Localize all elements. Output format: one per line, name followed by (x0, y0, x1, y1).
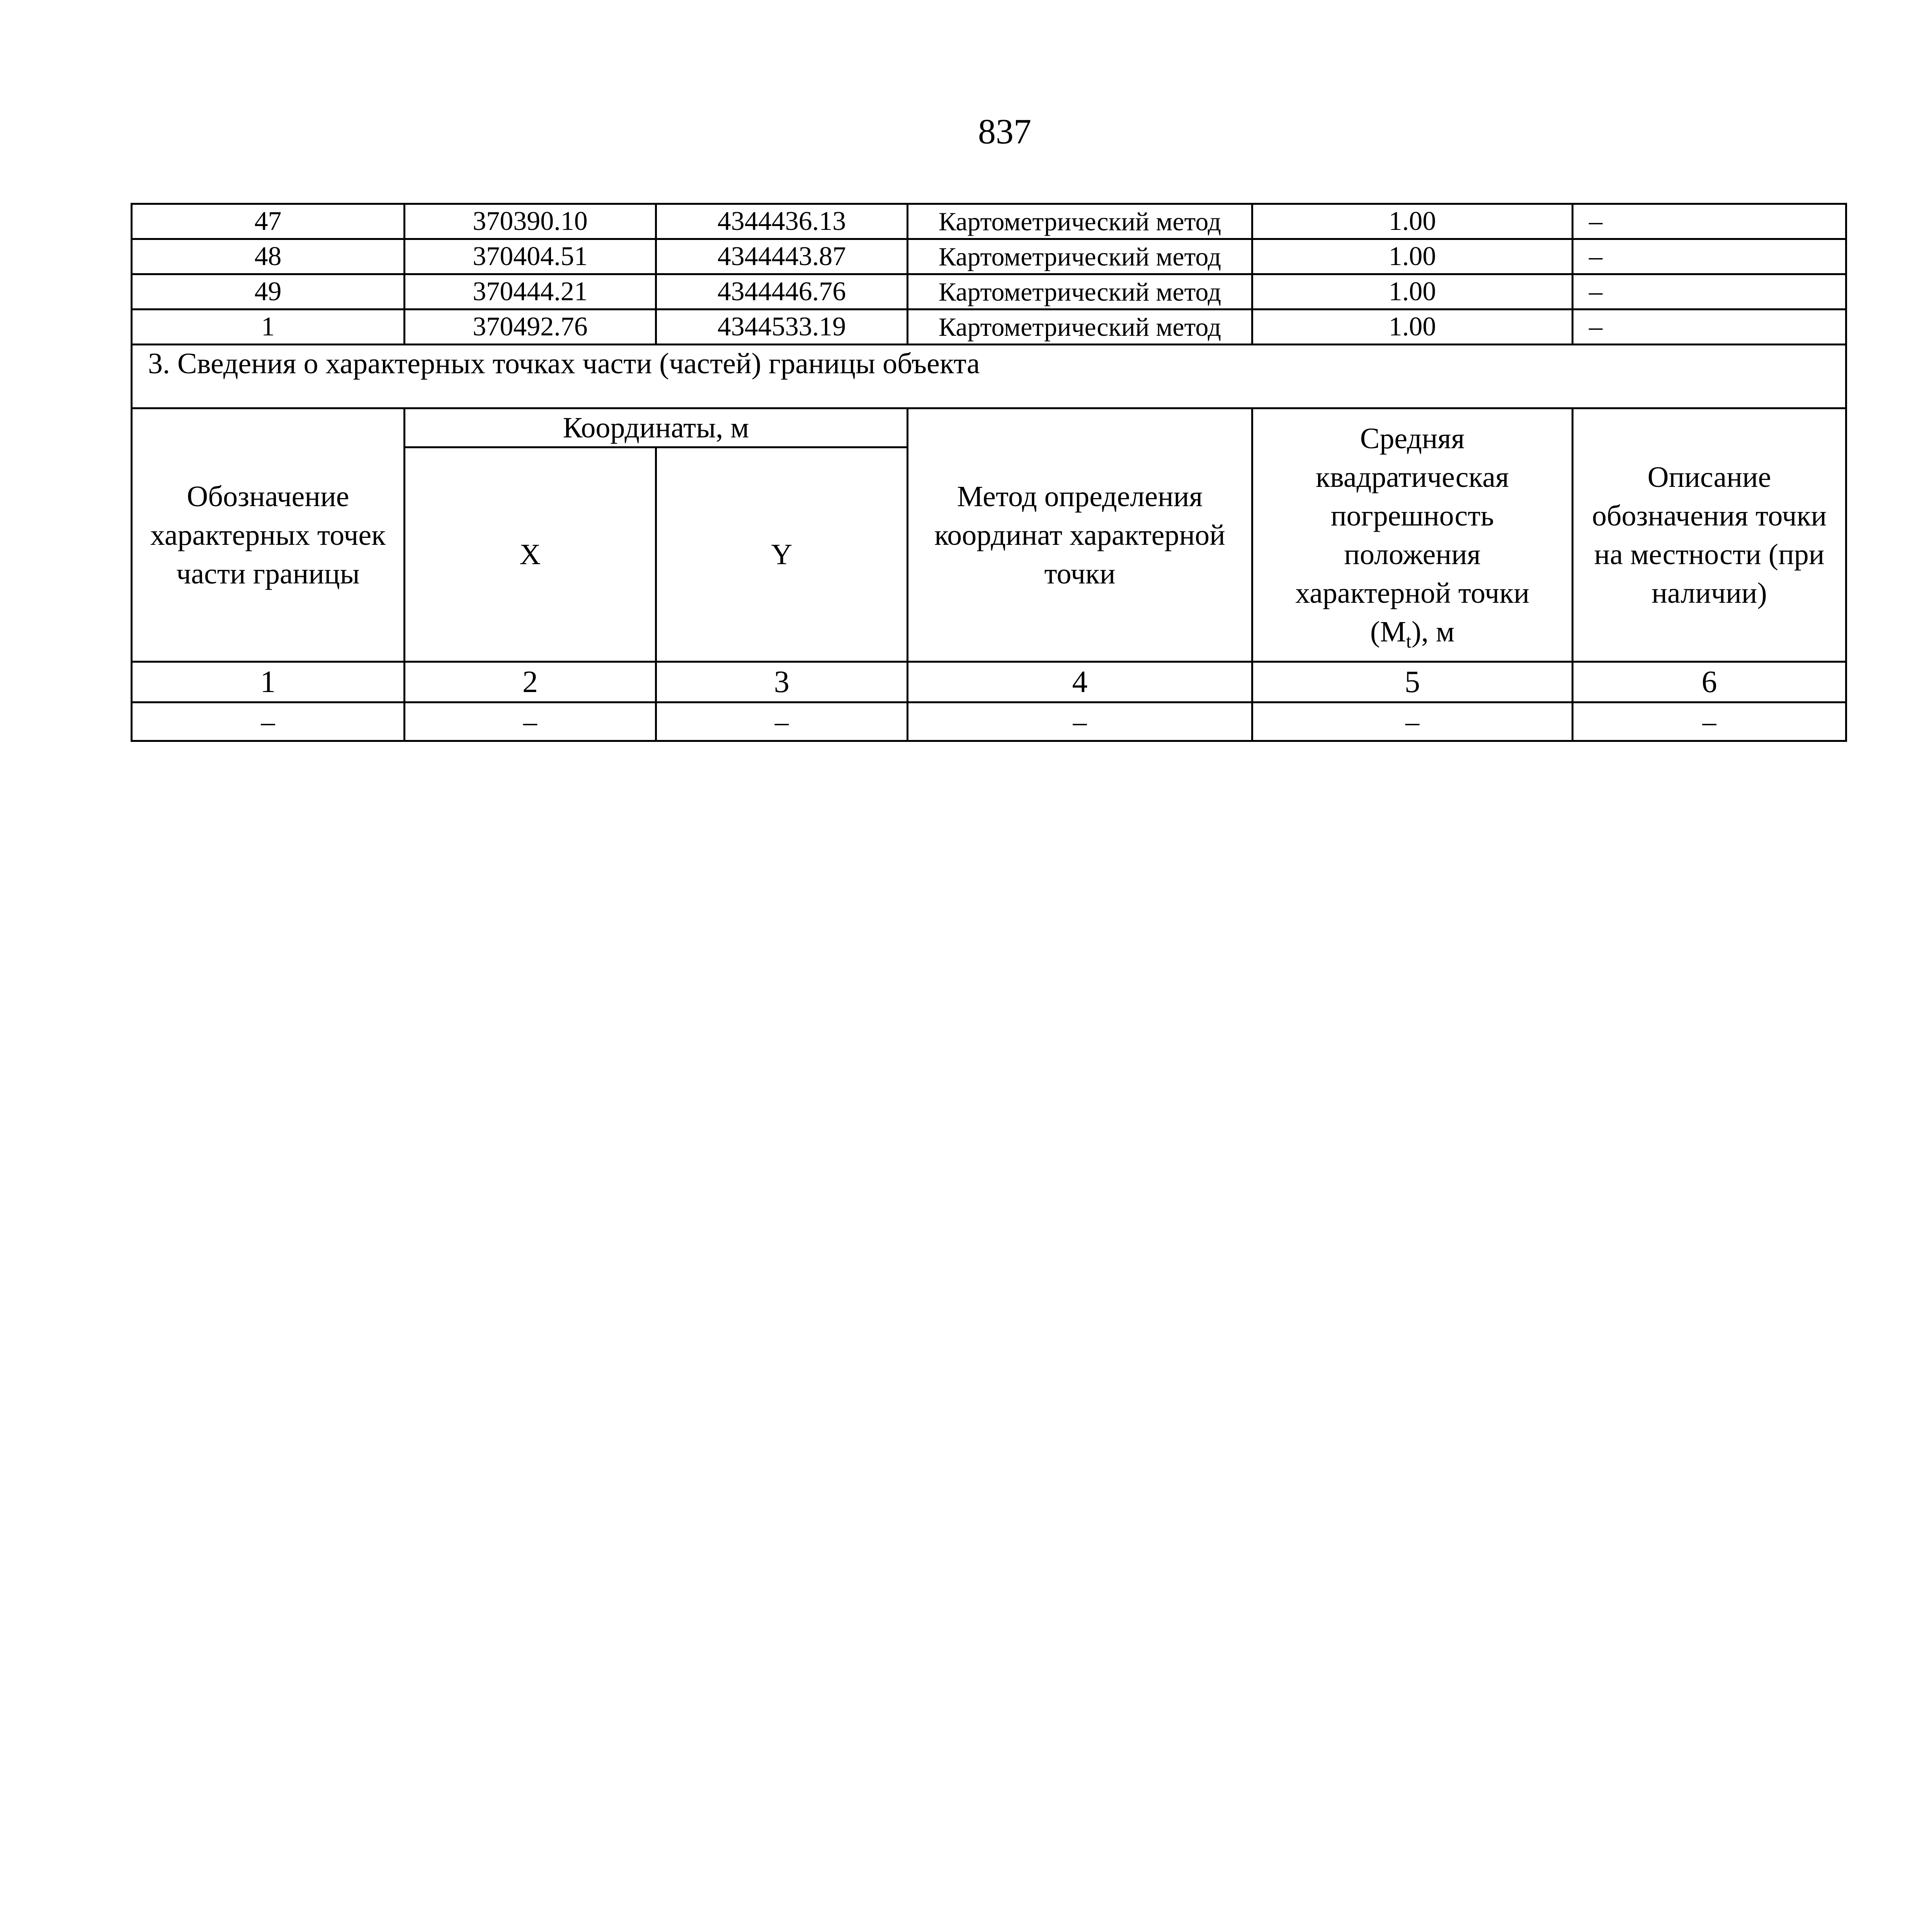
accuracy-header-text: Средняя квадратическая погрешность положения характерной точки (M (1295, 422, 1529, 648)
empty-cell: – (656, 702, 908, 741)
method-cell: Картометрический метод (908, 310, 1252, 345)
description-cell: – (1573, 204, 1846, 239)
column-number: 2 (405, 662, 656, 702)
table-row (132, 239, 1846, 274)
column-number: 6 (1573, 662, 1846, 702)
table-row (132, 204, 1846, 239)
description-header: Описание обозначения точки на местности (при наличии) (1573, 408, 1846, 662)
column-number: 1 (132, 662, 405, 702)
section-title: 3. Сведения о характерных точках части (частей) границы объекта (132, 345, 1846, 408)
method-cell: Картометрический метод (908, 239, 1252, 274)
column-numbers-row (132, 662, 1846, 702)
y-coordinate-cell: 4344446.76 (656, 274, 908, 310)
point-number-cell: 1 (132, 310, 405, 345)
accuracy-cell: 1.00 (1252, 204, 1573, 239)
empty-cell: – (908, 702, 1252, 741)
x-coordinate-cell: 370492.76 (405, 310, 656, 345)
empty-cell: – (405, 702, 656, 741)
point-number-cell: 49 (132, 274, 405, 310)
description-cell: – (1573, 239, 1846, 274)
accuracy-header-unit: ), м (1411, 615, 1455, 648)
coordinates-header: Координаты, м (405, 408, 908, 447)
accuracy-cell: 1.00 (1252, 239, 1573, 274)
point-number-cell: 47 (132, 204, 405, 239)
column-number: 4 (908, 662, 1252, 702)
accuracy-header (1252, 408, 1573, 662)
page-number: 837 (978, 112, 1031, 151)
table-row (132, 702, 1846, 741)
description-cell: – (1573, 274, 1846, 310)
x-header: X (405, 447, 656, 662)
y-header: Y (656, 447, 908, 662)
header-row (132, 408, 1846, 447)
x-coordinate-cell: 370444.21 (405, 274, 656, 310)
empty-cell: – (1252, 702, 1573, 741)
y-coordinate-cell: 4344533.19 (656, 310, 908, 345)
table-row (132, 310, 1846, 345)
column-number: 3 (656, 662, 908, 702)
y-coordinate-cell: 4344436.13 (656, 204, 908, 239)
x-coordinate-cell: 370404.51 (405, 239, 656, 274)
accuracy-header-subscript: t (1406, 630, 1412, 652)
boundary-points-table (131, 203, 1847, 742)
y-coordinate-cell: 4344443.87 (656, 239, 908, 274)
empty-cell: – (1573, 702, 1846, 741)
section-title-row (132, 345, 1846, 408)
empty-cell: – (132, 702, 405, 741)
x-coordinate-cell: 370390.10 (405, 204, 656, 239)
point-number-cell: 48 (132, 239, 405, 274)
accuracy-cell: 1.00 (1252, 310, 1573, 345)
method-cell: Картометрический метод (908, 274, 1252, 310)
description-cell: – (1573, 310, 1846, 345)
column-number: 5 (1252, 662, 1573, 702)
table-row (132, 274, 1846, 310)
method-cell: Картометрический метод (908, 204, 1252, 239)
accuracy-cell: 1.00 (1252, 274, 1573, 310)
point-designation-header: Обозначение характерных точек части границы (132, 408, 405, 662)
method-header: Метод определения координат характерной точки (908, 408, 1252, 662)
